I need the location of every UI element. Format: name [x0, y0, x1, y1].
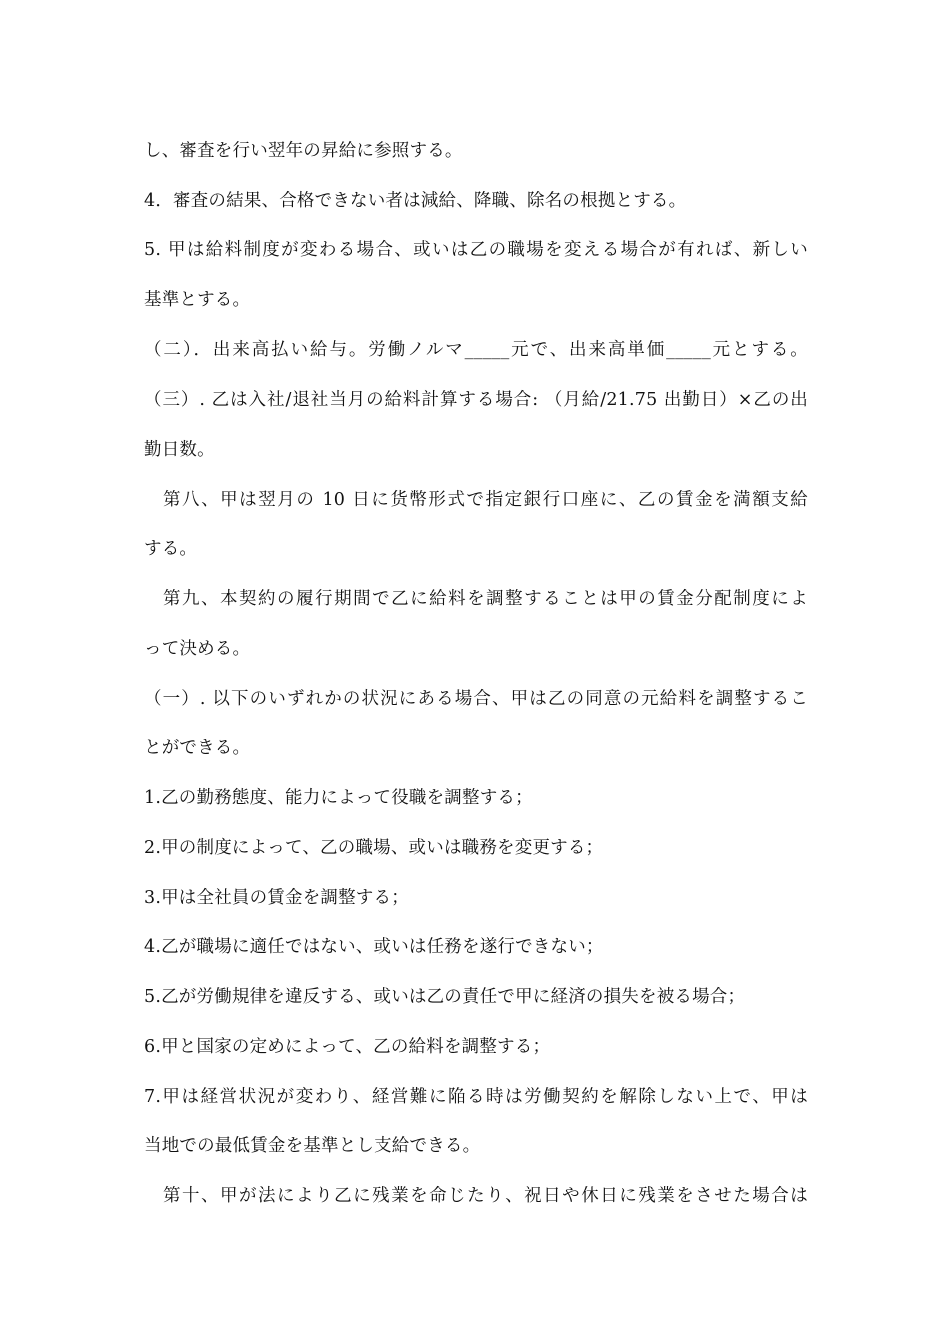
text-line: 6.甲と国家の定めによって、乙の給料を調整する；	[144, 1037, 551, 1057]
text-line: 5.乙が労働規律を違反する、或いは乙の責任で甲に経済の損失を被る場合；	[144, 987, 746, 1007]
text-line: 第八、甲は翌月の 10 日に货幣形式で指定銀行口座に、乙の賃金を満額支給	[163, 490, 808, 510]
text-line: 第九、本契約の履行期間で乙に給料を調整することは甲の賃金分配制度によ	[163, 589, 808, 609]
text-line: する。	[144, 539, 198, 559]
text-line: 7.甲は経営状況が変わり、経営難に陥る時は労働契約を解除しない上で、甲は	[144, 1087, 808, 1107]
text-line: 2.甲の制度によって、乙の職場、或いは職務を変更する；	[144, 838, 604, 858]
text-line: （三）. 乙は入社/退社当月の給料計算する場合: （月給/21.75 出勤日）×乙の出	[144, 390, 808, 410]
text-line: 基準とする。	[144, 290, 251, 310]
text-line: とができる。	[144, 738, 251, 758]
text-line: 当地での最低賃金を基準とし支給できる。	[144, 1136, 481, 1156]
text-line: （一）. 以下のいずれかの状況にある場合、甲は乙の同意の元給料を調整するこ	[144, 689, 808, 709]
text-line: 1.乙の勤務態度、能力によって役職を調整する；	[144, 788, 533, 808]
text-line: （二）．出来高払い給与。労働ノルマ_____元で、出来高単価_____元とする。	[144, 340, 808, 360]
text-line: 4.乙が職場に適任ではない、或いは任務を遂行できない；	[144, 937, 604, 957]
text-line: 5. 甲は給料制度が変わる場合、或いは乙の職場を変える場合が有れば、新しい	[144, 240, 808, 260]
text-line: 3.甲は全社員の賃金を調整する；	[144, 888, 409, 908]
text-line: し、審査を行い翌年の昇給に参照する。	[144, 141, 463, 161]
text-line: って決める。	[144, 639, 251, 659]
text-line: 勤日数。	[144, 440, 215, 460]
text-line: 第十、甲が法により乙に残業を命じたり、祝日や休日に残業をさせた場合は	[163, 1186, 808, 1206]
text-line: 4．審査の結果、合格できない者は減給、降職、除名の根拠とする。	[144, 191, 687, 211]
